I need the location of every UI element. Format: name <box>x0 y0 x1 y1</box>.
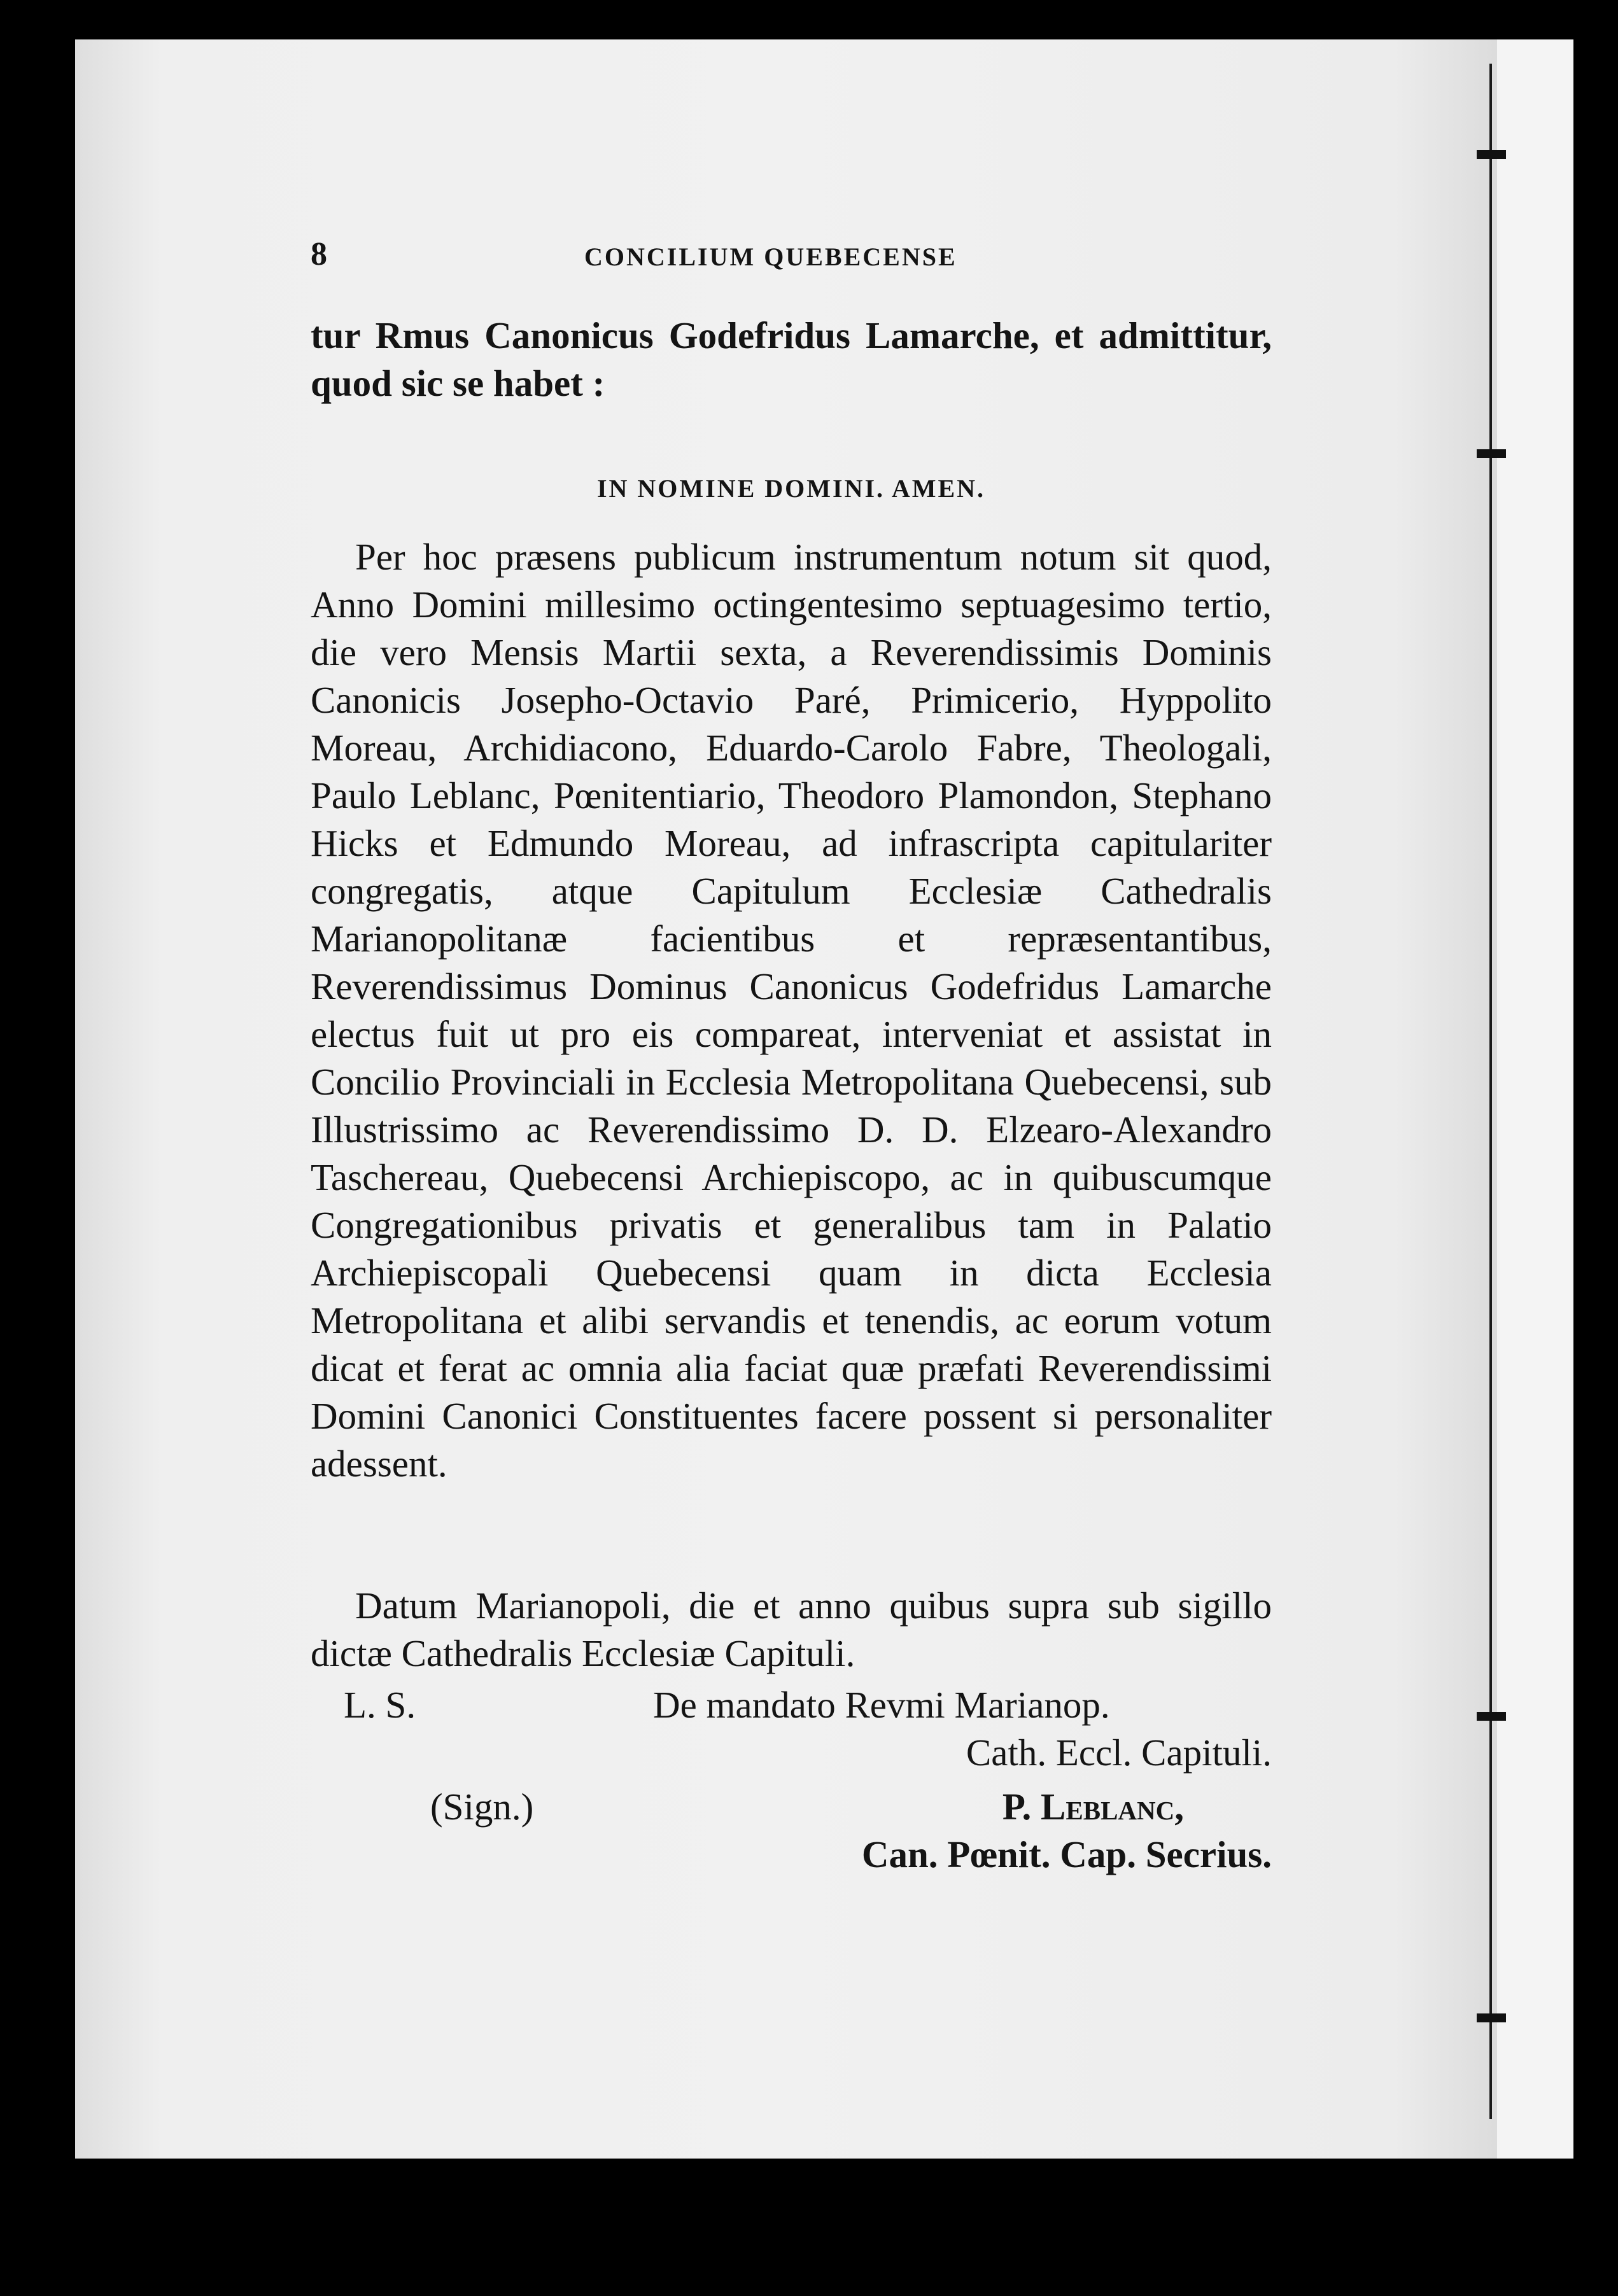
page-fold-line <box>1489 64 1492 2119</box>
mandate-line: De mandato Revmi Marianop. <box>653 1684 1110 1726</box>
edge-mark <box>1477 150 1506 159</box>
datum-paragraph: Datum Marianopoli, die et anno quibus supra sub sigillo dictæ Cathedralis Ecclesiæ Capituli. <box>311 1585 1272 1674</box>
page-fold-band <box>1497 39 1573 2159</box>
signer-title: Can. Pœnit. Cap. Secrius. <box>861 1833 1272 1875</box>
edge-mark <box>1477 449 1506 458</box>
signer-name: P. Leblanc, <box>1002 1786 1184 1828</box>
opening-text: tur Rmus Canonicus Godefridus Lamarche, et admittitur, quod sic se habet : <box>311 314 1272 404</box>
page-number: 8 <box>311 236 327 272</box>
edge-mark <box>1477 1712 1506 1721</box>
page-header <box>311 235 1259 276</box>
main-paragraph: Per hoc præsens publicum instrumentum notum sit quod, Anno Domini millesimo octingentesimo septuagesimo tertio, die vero Mensis Martii sexta, a Reverendissimis Dominis Canonicis Josepho-Octavio Paré, Primicerio, Hyppolito Moreau, Archidiacono, Eduardo-Carolo Fabre, Theologali, Paulo Leblanc, Pœnitentiario, Theodoro Plamondon, Stephano Hicks et Edmundo Moreau, ad infrascripta capitulariter congregatis, atque Capitulum Ecclesiæ Cathedralis Marianopolitanæ facientibus et repræsentantibus, Reverendissimus Dominus Canonicus Godefridus Lamarche electus fuit ut pro eis compareat, interveniat et assistat in Concilio Provinciali in Ecclesia Metropolitana Quebecensi, sub Illustrissimo ac Reverendissimo D. D. Elzearo-Alexandro Taschereau, Quebecensi Archiepiscopo, ac in quibuscumque Congregationibus privatis et generalibus tam in Palatio Archiepiscopali Quebecensi quam in dicta Ecclesia Metropolitana et alibi servandis et tenendis, ac eorum votum dicat et ferat ac omnia alia faciat quæ præfati Reverendissimi Domini Canonici Constituentes facere possent si personaliter adessent. <box>311 536 1272 1485</box>
running-head: CONCILIUM QUEBECENSE <box>584 242 957 271</box>
edge-mark <box>1477 2013 1506 2022</box>
seal-mark: L. S. <box>344 1684 416 1726</box>
signature-block <box>311 1681 1272 1923</box>
section-heading: IN NOMINE DOMINI. AMEN. <box>596 474 986 503</box>
chapter-line: Cath. Eccl. Capituli. <box>966 1732 1272 1774</box>
sign-label: (Sign.) <box>430 1786 534 1828</box>
